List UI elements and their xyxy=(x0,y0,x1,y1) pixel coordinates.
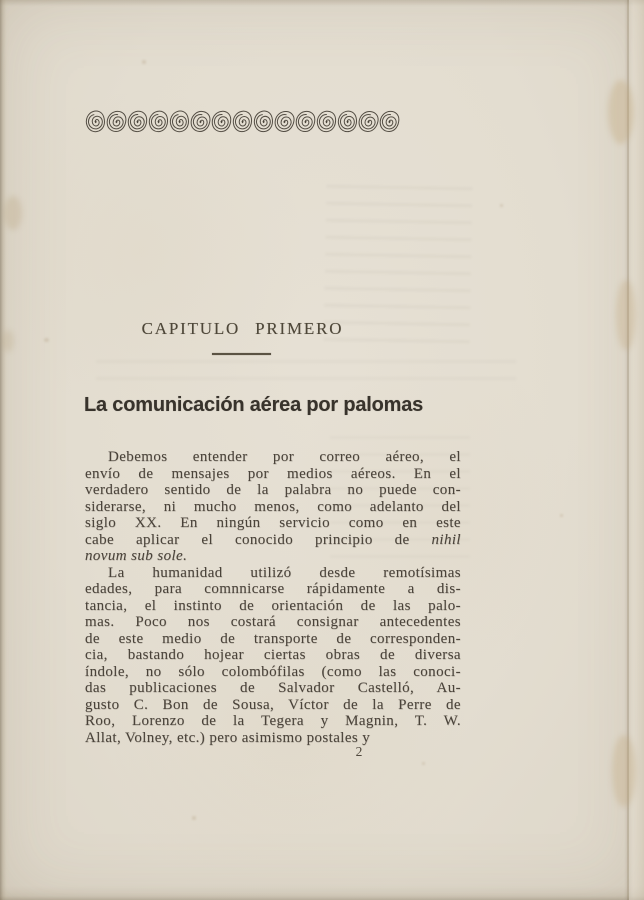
paper-stain xyxy=(2,330,14,352)
page-top-edge-shadow xyxy=(0,0,644,6)
page-left-edge-shadow xyxy=(0,0,10,900)
text-line: edades, para comnnicarse rápidamente a dis- xyxy=(85,581,461,597)
text-line: verdadero sentido de la palabra no puede con- xyxy=(85,482,461,498)
show-through-ghost-text xyxy=(96,360,516,390)
text-line: cia, bastando hojear ciertas obras de diversa xyxy=(85,647,461,663)
body-text xyxy=(85,449,461,746)
foxing-speck xyxy=(44,338,49,342)
paragraph xyxy=(85,565,461,747)
paper-stain xyxy=(608,80,634,144)
rosette-ornament-icon xyxy=(105,108,129,134)
rosette-ornament-icon xyxy=(294,109,317,134)
heading-rule-divider xyxy=(212,353,271,355)
rosette-ornament-icon xyxy=(127,109,148,132)
text-line: envío de mensajes por medios aéreos. En el xyxy=(85,465,461,482)
rosette-ornament-icon xyxy=(316,109,338,133)
chapter-heading: CAPITULO PRIMERO xyxy=(141,319,344,338)
text-line: Roo, Lorenzo de la Tegera y Magnin, T. W. xyxy=(85,713,461,729)
foxing-speck xyxy=(560,514,563,517)
paragraph xyxy=(85,449,461,565)
rosette-ornament-icon xyxy=(188,108,213,134)
paper-stain xyxy=(616,280,636,350)
text-line: das publicaciones de Salvador Castelló, Au- xyxy=(85,680,461,696)
text-line: novum sub sole. xyxy=(85,548,188,564)
text-line: tancia, el instinto de orientación de las palo- xyxy=(85,597,461,614)
ornament-band xyxy=(85,109,400,133)
section-title: La comunicación aérea por palomas xyxy=(84,394,424,416)
text-line: siderarse, ni mucho menos, como adelanto del xyxy=(85,498,461,515)
paper-stain xyxy=(612,735,636,807)
foxing-speck xyxy=(500,204,503,207)
text-line: de este medio de transporte de corresponden- xyxy=(85,630,461,647)
text-line: La humanidad utilizó desde remotísimas xyxy=(108,564,461,581)
text-line: Debemos entender por correo aéreo, el xyxy=(108,449,461,465)
text-line: mas. Poco nos costará consignar antecedentes xyxy=(85,614,461,630)
page-bottom-edge-shadow xyxy=(0,886,644,900)
rosette-ornament-icon xyxy=(210,109,232,133)
text-line: siglo XX. En ningún servicio como en este xyxy=(85,515,461,531)
foxing-speck xyxy=(192,816,196,820)
rosette-ornament-icon xyxy=(378,108,402,133)
foxing-speck xyxy=(422,762,425,765)
text-line: gusto C. Bon de Sousa, Víctor de la Perre de xyxy=(85,696,461,713)
paper-stain xyxy=(4,196,22,230)
text-line: índole, no sólo colombófilas (como las conoci- xyxy=(85,663,461,680)
foxing-speck xyxy=(142,60,146,64)
page-number: 2 xyxy=(355,744,363,759)
text-line: Allat, Volney, etc.) pero asimismo postales y xyxy=(85,729,371,746)
text-line: cabe aplicar el conocido principio de nihil xyxy=(85,531,461,548)
